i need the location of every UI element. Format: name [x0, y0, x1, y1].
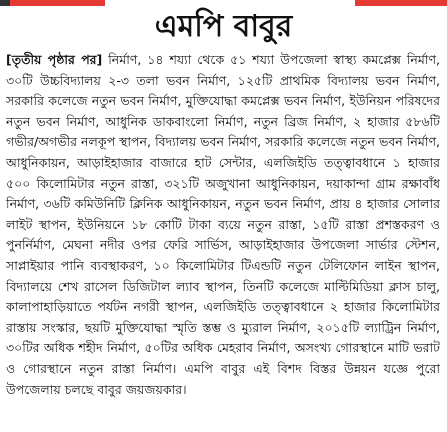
- article-text-line: দয়াকান্দা গ্রাম রক্ষাবাঁধ নির্মাণ, ৩৬টি কমিউনিটি ক্লিনিক আধুনিকায়ন,: [6, 175, 440, 212]
- top-rule-red-left: [10, 0, 105, 6]
- article-text-line: গোরস্থানে নতুন রাস্তা নির্মাণ। এমপি বাবুর এই বিশদ বিস্তর উন্নয়ন যজ্ঞে পুরো উপজেলায়: [6, 360, 440, 397]
- article-text-line: সরকারি কলেজে নতুন ভবন নির্মাণ, মুক্তিযোদ্ধা কমপ্লেক্স ভবন নির্মাণ,: [6, 93, 346, 109]
- article-text-line: কালাপাহাড়িয়াতে পর্যটন নগরী স্থাপন, এলজিইডি তত্ত্বাবধানে ২ হাজার কিলোমিটার রাস্তায়: [6, 299, 440, 335]
- article-text-line: উচ্চবিদ্যালয় ২-৩ তলা ভবন নির্মাণ, ১২৫টি প্রাথমিক বিদ্যালয় ভবন নির্মাণ,: [40, 72, 440, 88]
- article-text-line: বিদ্যালয় ভবন নির্মাণ, সরকারি কলেজে নতুন ভবন নির্মাণ,: [155, 134, 440, 150]
- top-rule-dark-left: [0, 0, 10, 6]
- article-text-line: কিলোমিটার নতুন রাস্তা, ৩২১টি অজুখানা আধুনিকায়ন,: [36, 175, 320, 191]
- article-text-line: নতুন ভবন নির্মাণ, প্রায় ৪ হাজার সোলার লাইট স্থাপন,: [6, 196, 440, 232]
- article-text-line: অধিক শহীদ নির্মাণ, ৫০টির অধিক মেহরাব নির্মাণ, অসংখ্য গোরস্থানে মাটি ভরাট ও: [6, 340, 440, 376]
- article-text-line: সাপ্লাইয়ার পানি ব্যবস্থাকরণ, ১০ কিলোমিটার টিএন্ডটি নতুন টেলিফোন লাইন স্থাপন,: [6, 257, 440, 273]
- top-rule-gap: [105, 0, 355, 6]
- article-text-line: মেঘনা নদীর ওপর ফেরি সার্ভিস, আড়াইহাজার উপজেলা সার্ভার স্টেশন,: [62, 237, 440, 253]
- article-text-line: ইউনিয়নে ১৮ কোটি টাকা ব্যয়ে নতুন রাস্তা, ১৫টি রাস্তা প্রশস্তকরণ ও পুনর্নির্মাণ,: [6, 216, 440, 253]
- top-color-rule: [0, 0, 447, 6]
- article-headline: এমপি বাবুর: [154, 9, 293, 44]
- article-text-line: নতুন ব্রিজ নির্মাণ, ২ হাজার ৫৮৬টি গভীর/অগভীর নলকূপ স্থাপন,: [6, 113, 440, 150]
- article-text-line: নির্মাণ, ১৪ শয্যা থেকে ৫১ শয্যা উপজেলা স্বাস্থ্য কমপ্লেক্স নির্মাণ, ৩০টি: [6, 52, 440, 88]
- top-rule-red-right: [355, 0, 447, 6]
- article-text-line: বিদ্যালয়ে শেখ রাসেল ডিজিটাল ল্যাব স্থাপন, তিনটি কলেজে মাল্টিমিডিয়া ক্লাস চালু,: [6, 278, 440, 294]
- article-text-line: আধুনিকায়ন, আড়াইহাজার বাজারে হাট সেন্টার, এলজিইডি তত্ত্বাবধানে ১ হাজার ৫০০: [6, 154, 440, 191]
- article-body: [6, 50, 440, 424]
- article-text-line: ইউনিয়ন পরিষদের নতুন ভবন নির্মাণ, আধুনিক ডাকবাংলো নির্মাণ,: [6, 93, 440, 129]
- article-text-line: চলছে বাবুর জয়জয়কার।: [64, 381, 187, 397]
- article-text-line: সংস্কার, ছয়টি মুক্তিযোদ্ধা স্মৃতি স্তম্ভ ও ম্যুরাল নির্মাণ, ২০১৫টি ল্যাট্রিন নির্মাণ, ৩০টির: [6, 319, 440, 356]
- continued-from-label: [তৃতীয় পৃষ্ঠার পর]: [6, 52, 103, 67]
